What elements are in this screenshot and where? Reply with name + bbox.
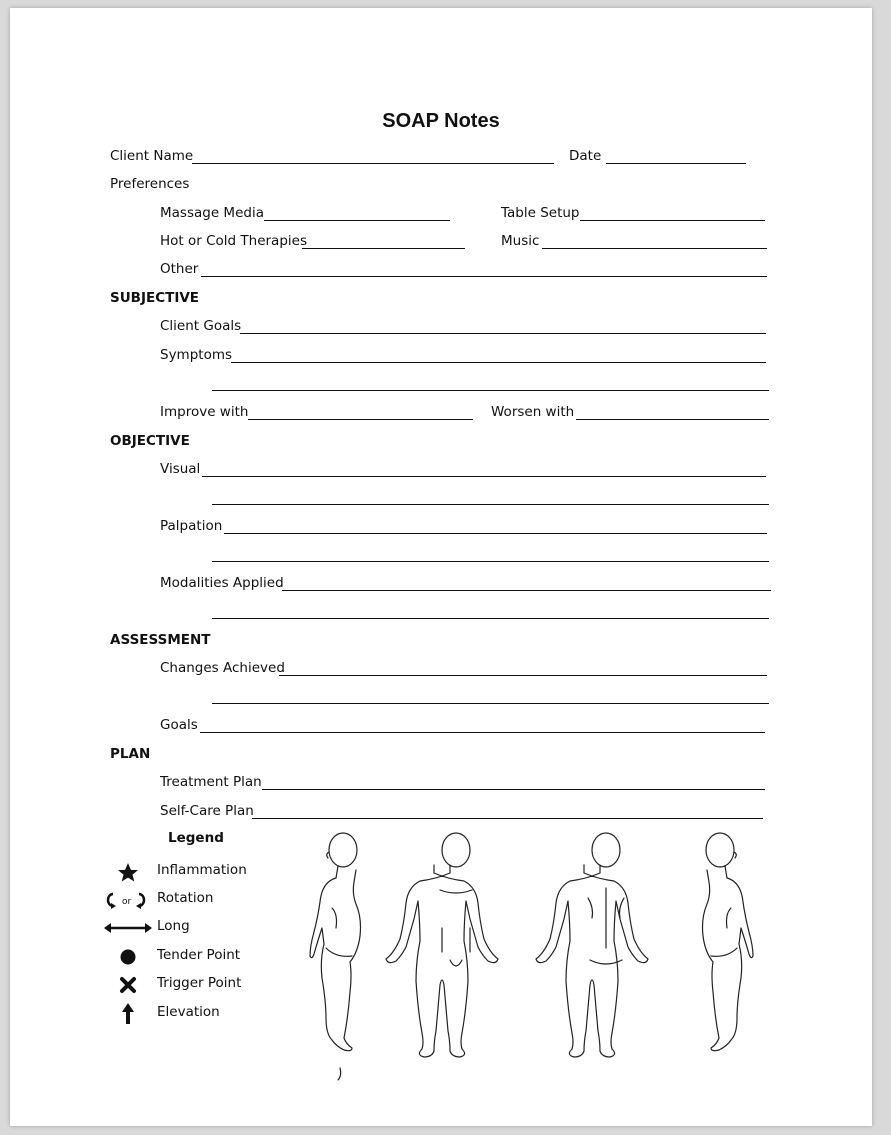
rotation-icon	[103, 890, 157, 910]
self-care-label: Self-Care Plan	[160, 803, 254, 819]
page-title: SOAP Notes	[382, 110, 500, 132]
self-care-row	[160, 803, 780, 823]
treatment-plan-row	[160, 774, 780, 794]
body-back-figure[interactable]	[536, 833, 648, 1057]
palpation-row	[160, 518, 780, 538]
palpation-label: Palpation	[160, 518, 223, 534]
x-mark-icon	[103, 975, 153, 995]
legend-tender-point: Tender Point	[157, 947, 241, 963]
plan-heading: PLAN	[110, 746, 151, 762]
client-name-field[interactable]	[192, 163, 554, 164]
symptoms-label: Symptoms	[160, 347, 233, 363]
changes-label: Changes Achieved	[160, 660, 285, 676]
legend-long: Long	[157, 918, 190, 934]
symptoms-field-line-2[interactable]	[212, 390, 769, 391]
massage-media-label: Massage Media	[160, 205, 264, 221]
legend-trigger-point: Trigger Point	[157, 975, 242, 991]
table-setup-label: Table Setup	[501, 205, 580, 221]
goals-row	[160, 717, 780, 737]
modalities-field-line-2[interactable]	[212, 618, 769, 619]
double-arrow-icon	[103, 918, 153, 938]
modalities-field[interactable]	[282, 590, 771, 591]
client-goals-row	[160, 318, 780, 338]
other-row	[160, 261, 780, 281]
modalities-row	[160, 575, 780, 595]
body-side-right-figure[interactable]	[703, 833, 754, 1051]
goals-field[interactable]	[200, 732, 765, 733]
treatment-plan-field[interactable]	[262, 789, 765, 790]
improve-with-field[interactable]	[248, 419, 473, 420]
goals-label: Goals	[160, 717, 198, 733]
improve-worsen-row	[160, 404, 780, 424]
client-name-label: Client Name	[110, 148, 194, 164]
subjective-heading: SUBJECTIVE	[110, 290, 200, 306]
filled-circle-icon	[103, 947, 153, 967]
legend-inflammation: Inflammation	[157, 862, 247, 878]
objective-heading: OBJECTIVE	[110, 433, 190, 449]
music-field[interactable]	[542, 248, 767, 249]
music-label: Music	[501, 233, 540, 249]
self-care-field[interactable]	[252, 818, 763, 819]
client-goals-field[interactable]	[240, 333, 766, 334]
symptoms-row	[160, 347, 780, 367]
client-name-row	[110, 148, 810, 168]
worsen-with-field[interactable]	[576, 419, 769, 420]
date-field[interactable]	[606, 163, 746, 164]
massage-media-row	[160, 205, 780, 225]
visual-field-line-2[interactable]	[212, 504, 769, 505]
symptoms-field[interactable]	[231, 362, 766, 363]
legend-rotation: Rotation	[157, 890, 214, 906]
other-label: Other	[160, 261, 199, 277]
body-diagrams[interactable]	[290, 828, 760, 1090]
hot-cold-label: Hot or Cold Therapies	[160, 233, 307, 249]
assessment-heading: ASSESSMENT	[110, 632, 211, 648]
modalities-label: Modalities Applied	[160, 575, 284, 591]
date-label: Date	[569, 148, 602, 164]
other-field[interactable]	[201, 276, 767, 277]
star-icon	[103, 862, 153, 882]
changes-row	[160, 660, 780, 680]
legend-title: Legend	[168, 830, 224, 846]
hot-cold-row	[160, 233, 780, 253]
legend-elevation: Elevation	[157, 1004, 220, 1020]
body-side-left-figure[interactable]	[310, 833, 361, 1080]
massage-media-field[interactable]	[264, 220, 450, 221]
changes-field[interactable]	[279, 675, 767, 676]
treatment-plan-label: Treatment Plan	[160, 774, 262, 790]
changes-field-line-2[interactable]	[212, 703, 769, 704]
svg-text:or: or	[122, 897, 132, 907]
visual-label: Visual	[160, 461, 201, 477]
table-setup-field[interactable]	[580, 220, 765, 221]
palpation-field[interactable]	[224, 533, 767, 534]
improve-with-label: Improve with	[160, 404, 249, 420]
worsen-with-label: Worsen with	[491, 404, 575, 420]
form-page	[10, 8, 872, 1126]
body-front-figure[interactable]	[386, 833, 498, 1057]
visual-row	[160, 461, 780, 481]
up-arrow-icon	[103, 1002, 153, 1026]
preferences-label: Preferences	[110, 176, 190, 192]
hot-cold-field[interactable]	[302, 248, 465, 249]
client-goals-label: Client Goals	[160, 318, 242, 334]
visual-field[interactable]	[202, 476, 766, 477]
palpation-field-line-2[interactable]	[212, 561, 769, 562]
